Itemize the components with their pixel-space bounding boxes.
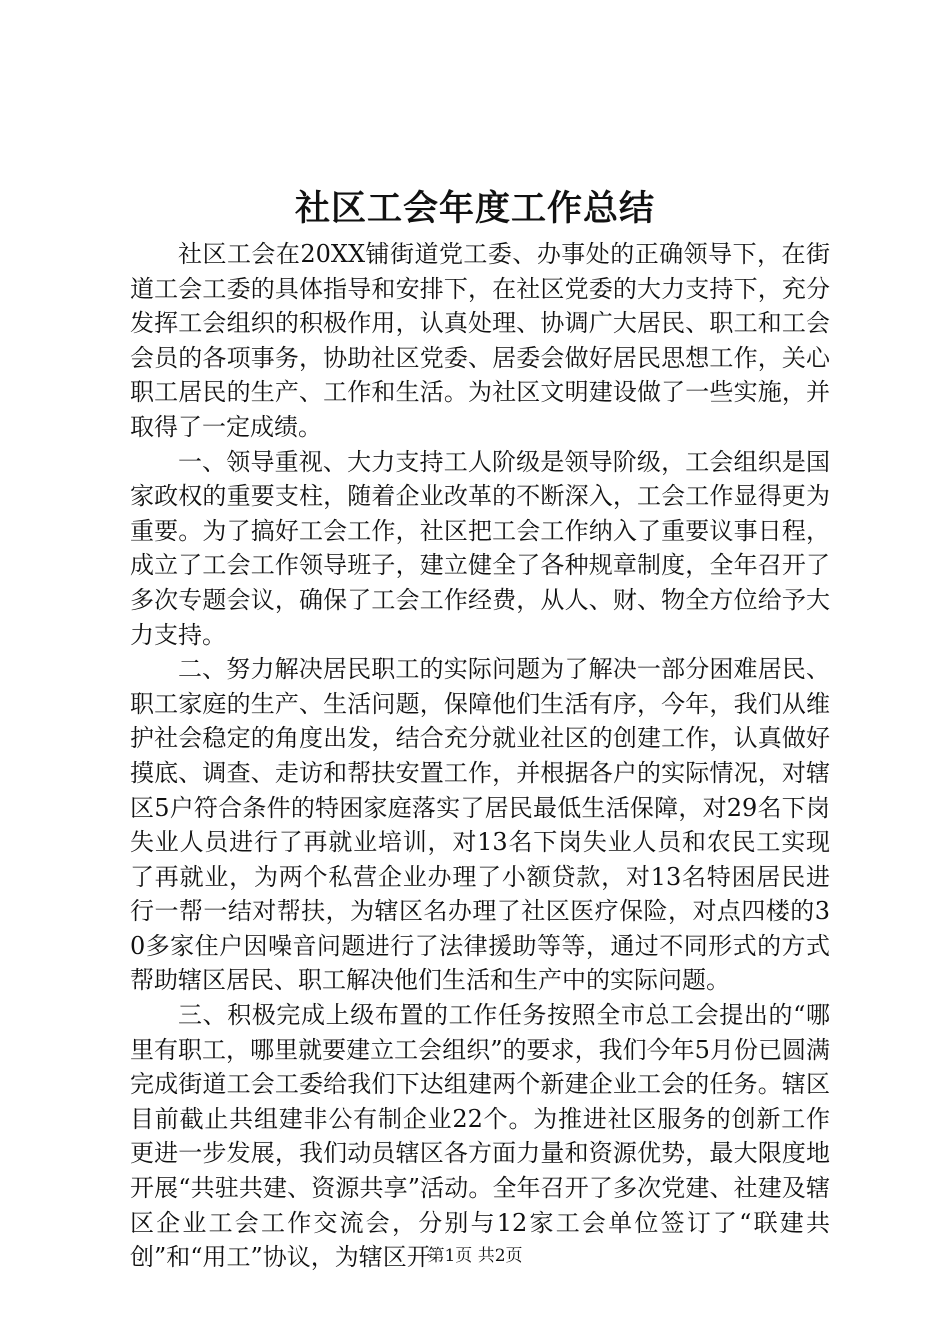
paragraph-section-3: 三、积极完成上级布置的工作任务按照全市总工会提出的“哪里有职工，哪里就要建立工会组织”的要求，我们今年5月份已圆满完成街道工会工委给我们下达组建两个新建企业工会的任务。辖区目前截止共组建非公有制企业22个。为推进社区服务的创新工作更进一步发展，我们动员辖区各方面力量和资源优势，最大限度地开展“共驻共建、资源共享”活动。全年召开了多次党建、社建及辖区企业工会工作交流会，分别与12家工会单位签订了“联建共创”和“用工”协议，为辖区开 [130,1001,830,1272]
paragraph-section-1: 一、领导重视、大力支持工人阶级是领导阶级，工会组织是国家政权的重要支柱，随着企业改革的不断深入，工会工作显得更为重要。为了搞好工会工作，社区把工会工作纳入了重要议事日程，成立了工会工作领导班子，建立健全了各种规章制度，全年召开了多次专题会议，确保了工会工作经费，从人、财、物全方位给予大力支持。 [130,447,830,649]
page-footer [0,1244,950,1268]
paragraph-section-2: 二、努力解决居民职工的实际问题为了解决一部分困难居民、职工家庭的生产、生活问题，保障他们生活有序，今年，我们从维护社会稳定的角度出发，结合充分就业社区的创建工作，认真做好摸底、调查、走访和帮扶安置工作，并根据各户的实际情况，对辖区5户符合条件的特困家庭落实了居民最低生活保障，对29名下岗失业人员进行了再就业培训，对13名下岗失业人员和农民工实现了再就业，为两个私营企业办理了小额贷款，对13名特困居民进行一帮一结对帮扶，为辖区名办理了社区医疗保险，对点四楼的30多家住户因噪音问题进行了法律援助等等，通过不同形式的方式帮助辖区居民、职工解决他们生活和生产中的实际问题。 [130,655,830,995]
page-number: 第1页 [427,1246,473,1266]
page-total: 共2页 [477,1246,523,1266]
document-body [130,237,830,1275]
paragraph-intro: 社区工会在20XX铺街道党工委、办事处的正确领导下，在街道工会工委的具体指导和安排下，在社区党委的大力支持下，充分发挥工会组织的积极作用，认真处理、协调广大居民、职工和工会会员的各项事务，协助社区党委、居委会做好居民思想工作，关心职工居民的生产、工作和生活。为社区文明建设做了一些实施，并取得了一定成绩。 [130,240,830,441]
document-title: 社区工会年度工作总结 [294,188,655,229]
